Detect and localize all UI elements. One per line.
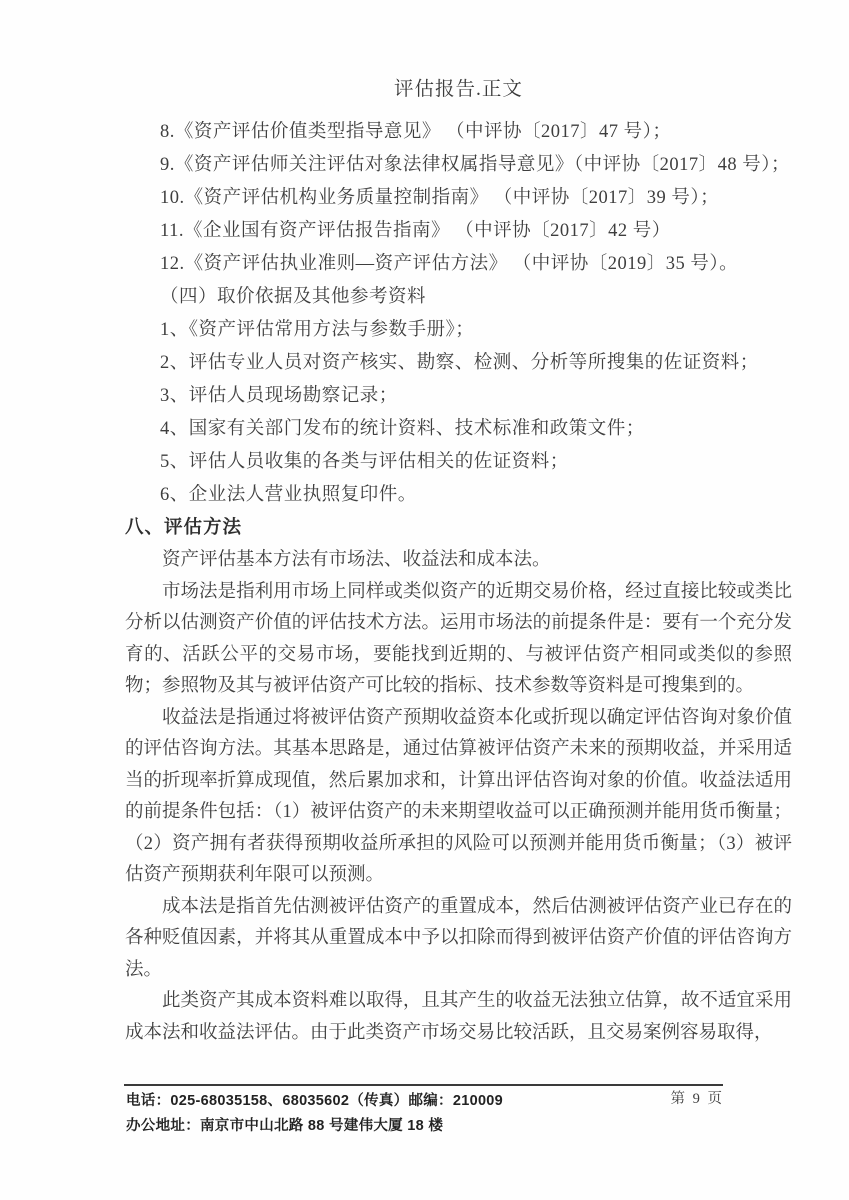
paragraph-market-approach: 市场法是指利用市场上同样或类似资产的近期交易价格，经过直接比较或类比分析以估测资产价值的评估技术方法。运用市场法的前提条件是：要有一个充分发育的、活跃公平的交易市场，要能找到近期的、与被评估资产相同或类似的参照物；参照物及其与被评估资产可比较的指标、技术参数等资料是可搜集到的。 [125,581,792,696]
legal-basis-item-8: 8.《资产评估价值类型指导意见》 （中评协〔2017〕47 号）； [160,122,672,142]
reference-item-3: 3、评估人员现场勘察记录； [160,386,398,406]
footer-divider [124,1084,723,1086]
reference-item-5: 5、评估人员收集的各类与评估相关的佐证资料； [160,452,569,472]
section-heading-methods: 八、评估方法 [125,518,243,538]
paragraph-cost-approach: 成本法是指首先估测被评估资产的重置成本，然后估测被评估资产业已存在的各种贬值因素，并将其从重置成本中予以扣除而得到被评估资产价值的评估咨询方法。 [125,896,792,980]
legal-basis-item-9: 9.《资产评估师关注评估对象法律权属指导意见》（中评协〔2017〕48 号）； [160,155,791,175]
reference-item-2: 2、评估专业人员对资产核实、勘察、检测、分析等所搜集的佐证资料； [160,353,759,373]
legal-basis-item-10: 10.《资产评估机构业务质量控制指南》 （中评协〔2017〕39 号）； [160,188,720,208]
paragraph-methods-overview: 资产评估基本方法有市场法、收益法和成本法。 [162,550,551,570]
paragraph-income-approach: 收益法是指通过将被评估资产预期收益资本化或折现以确定评估咨询对象价值的评估咨询方法。其基本思路是，通过估算被评估资产未来的预期收益，并采用适当的折现率折算成现值，然后累加求和，计算出评估咨询对象的价值。收益法适用的前提条件包括：（1）被评估资产的未来期望收益可以正确预测并能用货币衡量；（2）资产拥有者获得预期收益所承担的风险可以预测并能用货币衡量；（3）被评估资产预期获利年限可以预测。 [125,707,792,885]
document-body [125,116,792,1049]
paragraph-method-selection: 此类资产其成本资料难以取得，且其产生的收益无法独立估算，故不适宜采用成本法和收益法评估。由于此类资产市场交易比较活跃，且交易案例容易取得， [125,991,792,1043]
page-number: 第 9 页 [670,1091,724,1107]
footer-address-line: 办公地址：南京市中山北路 88 号建伟大厦 18 楼 [126,1118,444,1134]
footer-contact-line: 电话：025-68035158、68035602（传真）邮编：210009 [126,1093,504,1109]
page-title: 评估报告.正文 [394,79,523,100]
footer [126,1089,503,1139]
legal-basis-item-11: 11.《企业国有资产评估报告指南》 （中评协〔2017〕42 号） [160,221,671,241]
legal-basis-item-12: 12.《资产评估执业准则—资产评估方法》 （中评协〔2019〕35 号）。 [160,254,739,274]
reference-item-4: 4、国家有关部门发布的统计资料、技术标准和政策文件； [160,419,645,439]
reference-item-1: 1、《资产评估常用方法与参数手册》； [160,320,475,340]
reference-item-6: 6、企业法人营业执照复印件。 [160,485,417,505]
section-heading-pricing-basis: （四）取价依据及其他参考资料 [160,287,427,307]
